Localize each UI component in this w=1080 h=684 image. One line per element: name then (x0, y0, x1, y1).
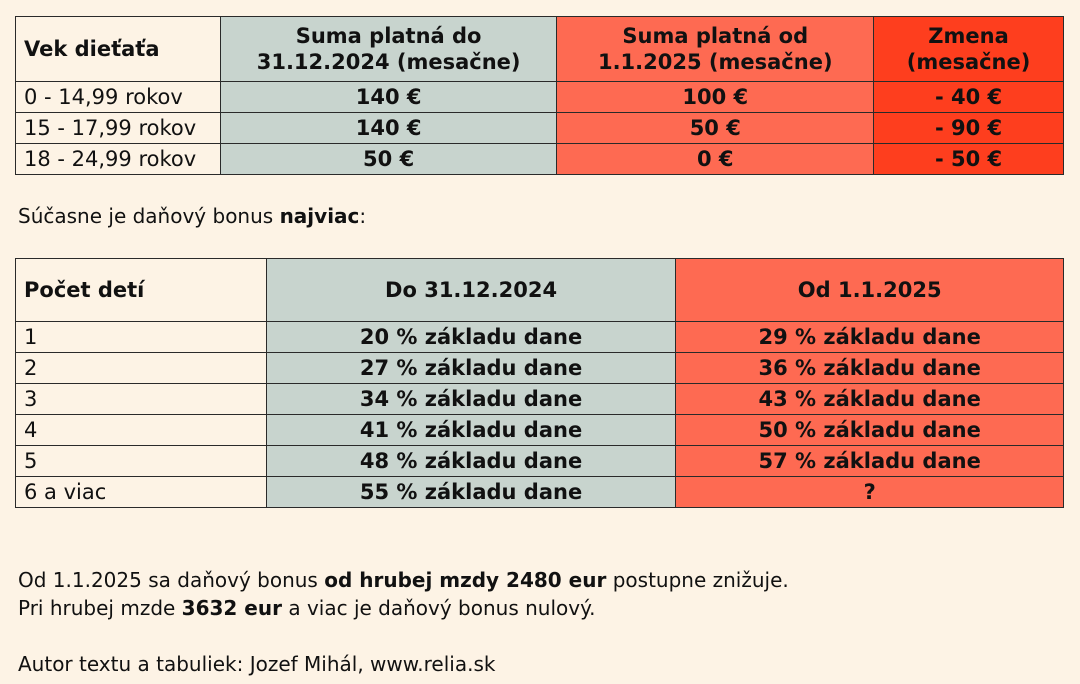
bonus-new-cell: ? (676, 477, 1064, 508)
intro-text-before: Súčasne je daňový bonus (18, 204, 280, 228)
header-from-2025: Od 1.1.2025 (676, 259, 1064, 322)
table-row (16, 384, 1064, 415)
header-children-count: Počet detí (16, 259, 267, 322)
bonus-new-cell: 29 % základu dane (676, 322, 1064, 353)
table-row (16, 82, 1064, 113)
amount-old-cell: 140 € (220, 82, 557, 113)
amount-old-cell: 140 € (220, 113, 557, 144)
amount-new-cell: 100 € (557, 82, 874, 113)
child-allowance-table (15, 16, 1064, 175)
tax-bonus-table (15, 258, 1064, 508)
bonus-old-cell: 20 % základu dane (266, 322, 676, 353)
author-credit: Autor textu a tabuliek: Jozef Mihál, www.relia.sk (18, 652, 496, 676)
amount-old-cell: 50 € (220, 144, 557, 175)
children-count-cell: 6 a viac (16, 477, 267, 508)
bonus-new-cell: 50 % základu dane (676, 415, 1064, 446)
table-row (16, 322, 1064, 353)
header-child-age: Vek dieťaťa (16, 17, 221, 82)
intro-text (18, 202, 366, 230)
bonus-old-cell: 27 % základu dane (266, 353, 676, 384)
children-count-cell: 4 (16, 415, 267, 446)
header-amount-from-2025: Suma platná od 1.1.2025 (mesačne) (557, 17, 874, 82)
children-count-cell: 1 (16, 322, 267, 353)
intro-text-bold: najviac (279, 204, 360, 228)
change-cell: - 40 € (874, 82, 1064, 113)
table-row (16, 353, 1064, 384)
age-range-cell: 18 - 24,99 rokov (16, 144, 221, 175)
children-count-cell: 5 (16, 446, 267, 477)
table-header-row (16, 259, 1064, 322)
header-amount-until-2024: Suma platná do 31.12.2024 (mesačne) (220, 17, 557, 82)
table-row (16, 415, 1064, 446)
children-count-cell: 3 (16, 384, 267, 415)
note-zero-bonus: Pri hrubej mzde 3632 eur a viac je daňový bonus nulový. (18, 596, 596, 620)
table-header-row (16, 17, 1064, 82)
header-change: Zmena (mesačne) (874, 17, 1064, 82)
table-row (16, 144, 1064, 175)
bonus-new-cell: 43 % základu dane (676, 384, 1064, 415)
amount-new-cell: 50 € (557, 113, 874, 144)
note-income-threshold: Od 1.1.2025 sa daňový bonus od hrubej mzdy 2480 eur postupne znižuje. (18, 568, 789, 592)
bonus-old-cell: 41 % základu dane (266, 415, 676, 446)
change-cell: - 90 € (874, 113, 1064, 144)
children-count-cell: 2 (16, 353, 267, 384)
bonus-old-cell: 34 % základu dane (266, 384, 676, 415)
bonus-old-cell: 55 % základu dane (266, 477, 676, 508)
change-cell: - 50 € (874, 144, 1064, 175)
intro-text-after: : (359, 204, 367, 228)
amount-new-cell: 0 € (557, 144, 874, 175)
table-row (16, 446, 1064, 477)
table-row (16, 113, 1064, 144)
bonus-new-cell: 36 % základu dane (676, 353, 1064, 384)
header-until-2024: Do 31.12.2024 (266, 259, 676, 322)
bonus-old-cell: 48 % základu dane (266, 446, 676, 477)
table-row (16, 477, 1064, 508)
age-range-cell: 15 - 17,99 rokov (16, 113, 221, 144)
age-range-cell: 0 - 14,99 rokov (16, 82, 221, 113)
bonus-new-cell: 57 % základu dane (676, 446, 1064, 477)
